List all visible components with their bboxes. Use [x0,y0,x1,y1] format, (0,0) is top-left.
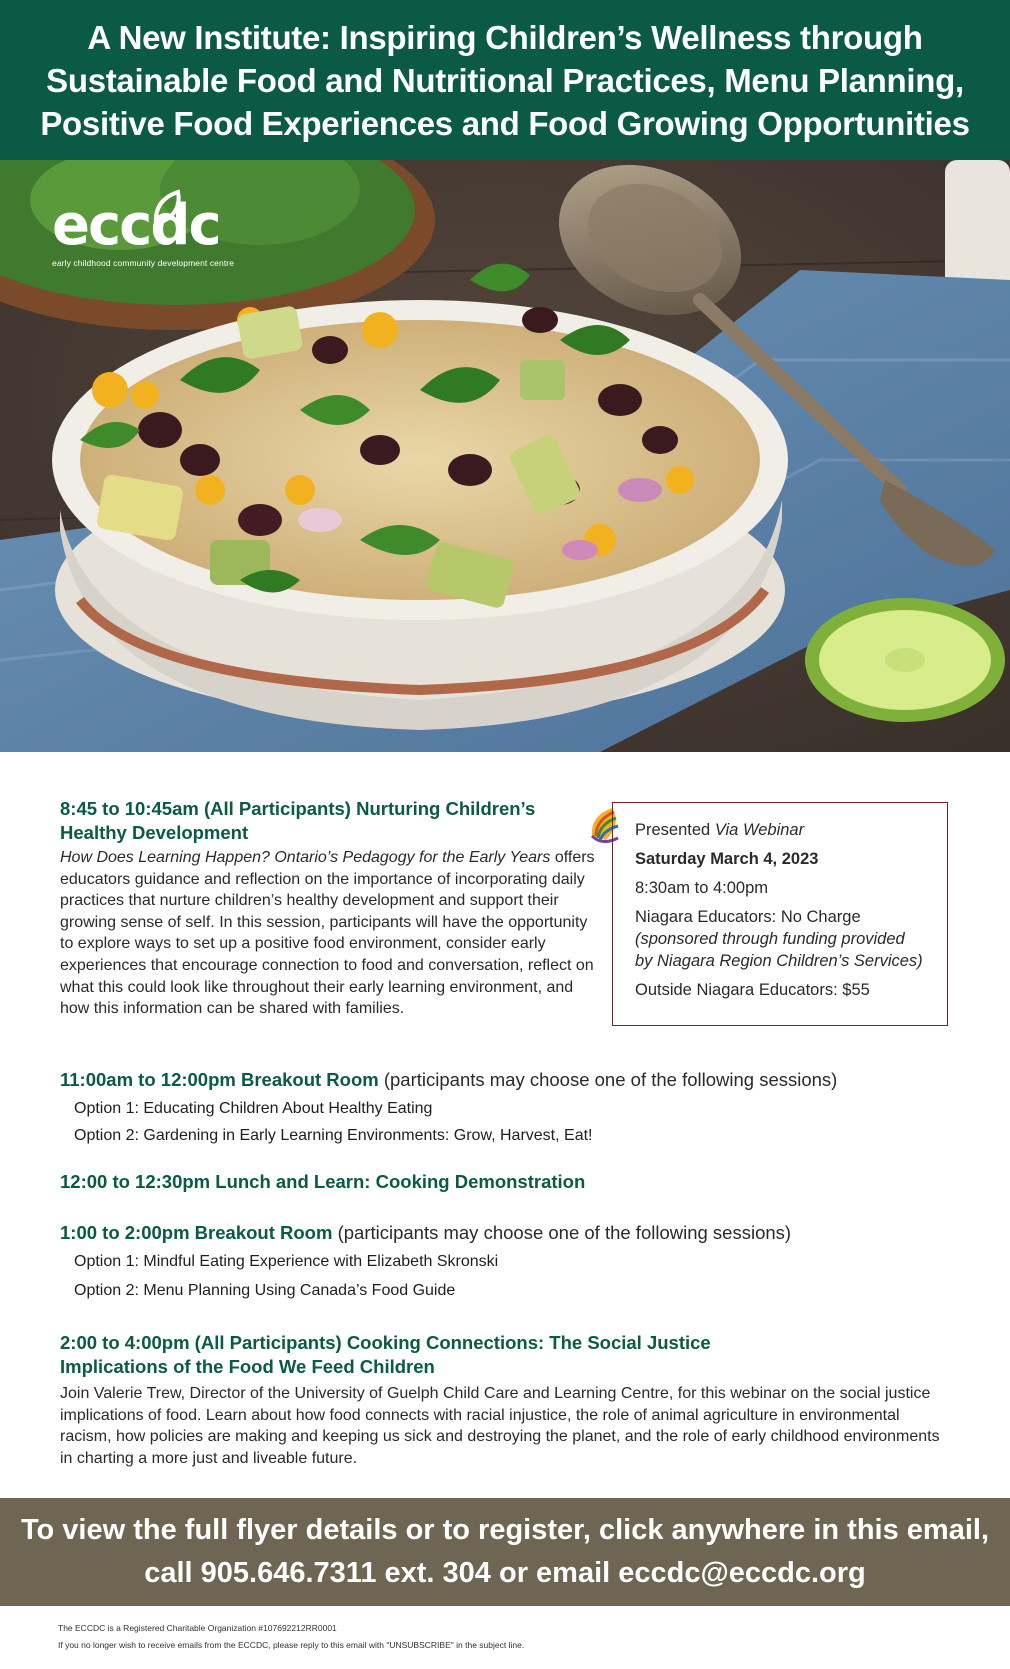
presented-via: Via Webinar [714,821,805,839]
register-cta-banner[interactable] [0,1498,1010,1606]
session-morning [60,797,595,1020]
header-title-line-3: Positive Food Experiences and Food Growing Opportunities [40,104,970,142]
hero-food-image [0,160,1010,752]
event-time: 8:30am to 4:00pm [635,879,768,897]
session-morning-title [60,797,595,845]
session-lunch [60,1170,585,1194]
session-afternoon-description: Join Valerie Trew, Director of the University of Guelph Child Care and Learning Centre, for this webinar on the social justice implications of food. Learn about how food connects with racial injustice, the role of animal agriculture in environmental racism, how policies are making and keeping us sick and destroying the planet, and the role of early childhood environments in charting a more just and liveable future. [60,1385,940,1467]
unsubscribe-note: If you no longer wish to receive emails from the ECCDC, please reply to this email with "UNSUBSCRIBE" in the subject line. [58,1640,525,1650]
event-info-box [612,802,948,1026]
session-morning-title-line-1: 8:45 to 10:45am (All Participants) Nurturing Children’s [60,798,536,819]
session-lunch-title: 12:00 to 12:30pm Lunch and Learn: Cooking Demonstration [60,1171,586,1192]
cta-line-1[interactable]: To view the full flyer details or to register, click anywhere in this email, [20,1514,990,1546]
pedagogy-title: How Does Learning Happen? Ontario’s Pedagogy for the Early Years [60,849,551,866]
outside-fee: Outside Niagara Educators: $55 [635,981,870,999]
event-date: Saturday March 4, 2023 [635,850,819,868]
header-banner [0,0,1010,160]
sponsor-note-line-2: by Niagara Region Children’s Services) [635,952,923,970]
session-morning-body: offers educators guidance and reflection on the importance of incorporating daily practices that nurture children’s healthy development and support their growing sense of self. In this session, participants will have the opportunity to explore ways to set up a positive food environment, consider early experiences that encourage connection to food and conversation, reflect on what this could look like throughout their early learning environment, and how this information can be shared with families. [60,849,595,1018]
header-title-line-2: Sustainable Food and Nutritional Practices, Menu Planning, [46,61,964,99]
leaf-icon [148,188,188,228]
logo-tagline: early childhood community development centre [52,258,235,268]
session-afternoon-title [60,1331,950,1379]
breakout-1-option-1: Option 1: Educating Children About Healthy Eating [74,1100,433,1117]
sponsor-note-line-1: (sponsored through funding provided [635,930,905,948]
session-breakout-2 [60,1221,980,1302]
breakout-2-option-2: Option 2: Menu Planning Using Canada’s Food Guide [74,1282,456,1299]
breakout-2-option-1: Option 1: Mindful Eating Experience with Elizabeth Skronski [74,1253,499,1270]
session-breakout-2-note: (participants may choose one of the following sessions) [332,1222,792,1243]
session-afternoon-title-line-1: 2:00 to 4:00pm (All Participants) Cooking Connections: The Social Justice [60,1332,711,1353]
presented-prefix: Presented [635,821,715,839]
footer [58,1620,524,1654]
eccdc-logo [52,193,235,268]
session-afternoon-title-line-2: Implications of the Food We Feed Children [60,1356,435,1377]
charity-registration: The ECCDC is a Registered Charitable Organization #107692212RR0001 [58,1623,337,1633]
niagara-fee: Niagara Educators: No Charge [635,908,861,926]
session-breakout-2-heading [60,1221,980,1245]
presented-line [635,819,927,841]
session-breakout-1-title: 11:00am to 12:00pm Breakout Room [60,1069,379,1090]
session-breakout-1-note: (participants may choose one of the following sessions) [378,1069,838,1090]
session-morning-title-line-2: Healthy Development [60,822,249,843]
header-title-line-1: A New Institute: Inspiring Children’s Wellness through [87,18,923,56]
logo-mark: eccdc [52,193,220,258]
breakout-1-option-2: Option 2: Gardening in Early Learning Environments: Grow, Harvest, Eat! [74,1127,593,1144]
session-breakout-1-heading [60,1068,980,1092]
session-afternoon [60,1331,950,1469]
session-morning-description [60,847,595,1020]
session-breakout-1 [60,1068,980,1147]
session-breakout-2-title: 1:00 to 2:00pm Breakout Room [60,1222,333,1243]
cta-line-2[interactable]: call 905.646.7311 ext. 304 or email eccdc@eccdc.org [144,1557,866,1589]
